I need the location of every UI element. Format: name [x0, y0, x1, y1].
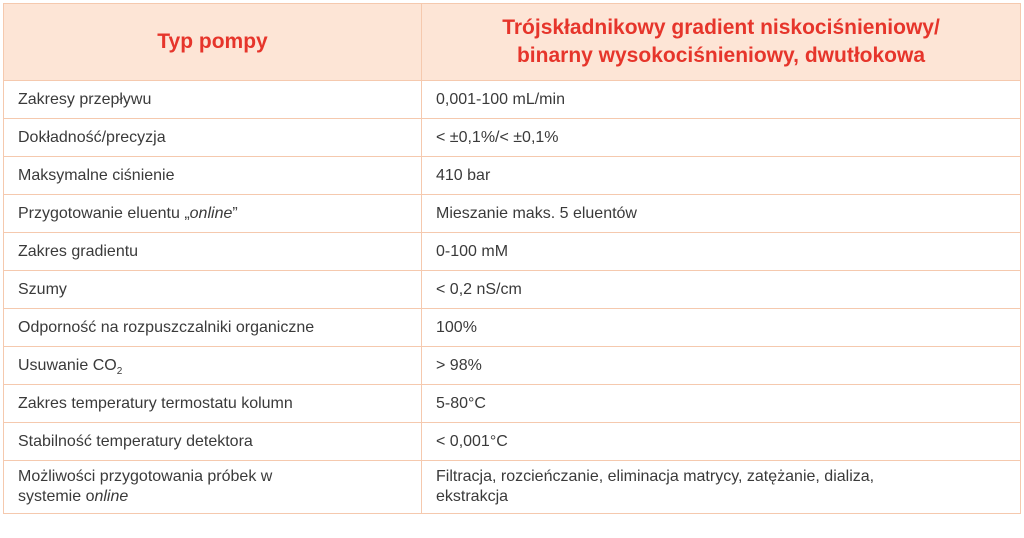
table-row: [4, 119, 1021, 157]
table-row: [4, 461, 1021, 514]
row-value: < 0,001°C: [422, 423, 1021, 461]
row-value: 410 bar: [422, 157, 1021, 195]
row-value-line: ekstrakcja: [436, 488, 509, 505]
table-row: [4, 423, 1021, 461]
row-value: 0,001-100 mL/min: [422, 81, 1021, 119]
header-pump-description-line2: binarny wysokociśnieniowy, dwutłokowa: [516, 44, 926, 67]
row-label: Zakres temperatury termostatu kolumn: [4, 385, 422, 423]
row-value: [422, 461, 1021, 514]
row-label-line: Możliwości przygotowania próbek w: [18, 468, 273, 485]
row-label: Odporność na rozpuszczalniki organiczne: [4, 309, 422, 347]
row-label: Zakresy przepływu: [4, 81, 422, 119]
row-value: 100%: [422, 309, 1021, 347]
row-value: 5-80°C: [422, 385, 1021, 423]
row-label-line: systemie o: [18, 488, 95, 505]
table-row: [4, 309, 1021, 347]
row-label: Dokładność/precyzja: [4, 119, 422, 157]
row-label: Szumy: [4, 271, 422, 309]
row-value: Mieszanie maks. 5 eluentów: [422, 195, 1021, 233]
row-label-text: ”: [232, 204, 238, 222]
header-pump-description-line1: Trójskładnikowy gradient niskociśnieniowy/: [502, 16, 940, 39]
table-row: [4, 385, 1021, 423]
row-value: 0-100 mM: [422, 233, 1021, 271]
row-label-subscript: 2: [116, 365, 123, 377]
table-row: [4, 233, 1021, 271]
row-label: Maksymalne ciśnienie: [4, 157, 422, 195]
header-row: [4, 4, 1021, 81]
row-label-text: Przygotowanie eluentu „: [18, 204, 190, 222]
specification-table: [3, 3, 1021, 514]
row-value: > 98%: [422, 347, 1021, 385]
row-label: Zakres gradientu: [4, 233, 422, 271]
table-row: [4, 195, 1021, 233]
header-pump-description: [422, 4, 1021, 81]
table-row: [4, 347, 1021, 385]
row-label: [4, 461, 422, 514]
table-row: [4, 157, 1021, 195]
row-value: < 0,2 nS/cm: [422, 271, 1021, 309]
row-label: Stabilność temperatury detektora: [4, 423, 422, 461]
row-label: [4, 347, 422, 385]
row-label: [4, 195, 422, 233]
row-value-line: Filtracja, rozcieńczanie, eliminacja matrycy, zatężanie, dializa,: [436, 468, 875, 485]
row-value: < ±0,1%/< ±0,1%: [422, 119, 1021, 157]
row-label-text: Usuwanie CO: [18, 356, 117, 374]
table-row: [4, 81, 1021, 119]
header-pump-type: Typ pompy: [4, 4, 422, 81]
row-label-emphasis: online: [189, 204, 233, 222]
table-row: [4, 271, 1021, 309]
row-label-emphasis: nline: [94, 488, 129, 505]
